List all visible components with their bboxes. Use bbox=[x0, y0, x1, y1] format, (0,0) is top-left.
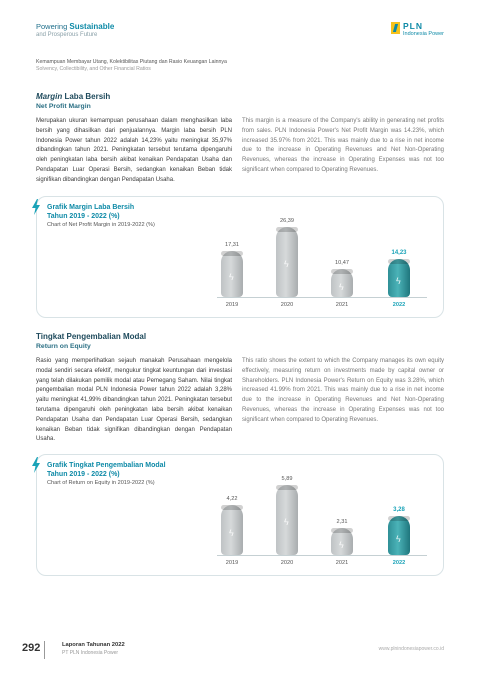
chart2-subtitle: Chart of Return on Equity in 2019-2022 (%) bbox=[47, 480, 155, 486]
page-footer bbox=[22, 641, 444, 659]
bolt-icon: ϟ bbox=[396, 534, 401, 544]
chart-bar bbox=[221, 251, 243, 297]
x-tick-label: 2022 bbox=[392, 560, 406, 566]
bolt-icon bbox=[31, 199, 41, 215]
x-tick-label: 2020 bbox=[280, 302, 294, 308]
data-label: 14,23 bbox=[391, 250, 407, 256]
chart-bar bbox=[276, 485, 298, 555]
bolt-icon: ϟ bbox=[229, 272, 234, 282]
chart1-title bbox=[47, 203, 134, 221]
bar-cap bbox=[388, 516, 410, 521]
chart-baseline bbox=[217, 297, 427, 298]
chart-bar bbox=[221, 505, 243, 555]
footer-divider bbox=[44, 641, 45, 659]
x-tick-label: 2022 bbox=[392, 302, 406, 308]
chart1-title-line1: Grafik Margin Laba Bersih bbox=[47, 204, 135, 211]
brand-line2: and Prosperous Future bbox=[36, 32, 98, 38]
chart-bar bbox=[388, 516, 410, 555]
data-label: 4,22 bbox=[226, 496, 238, 502]
page-header bbox=[36, 22, 444, 46]
brand-bold: Sustainable bbox=[69, 22, 115, 31]
bar-cap bbox=[276, 485, 298, 490]
bar-cap bbox=[221, 251, 243, 256]
section1-subtitle: Net Profit Margin bbox=[36, 103, 91, 110]
page-number: 292 bbox=[22, 642, 41, 654]
chart2-title bbox=[47, 461, 166, 479]
footer-title: Laporan Tahunan 2022 bbox=[62, 642, 125, 648]
data-label: 17,31 bbox=[225, 242, 239, 248]
section2-paragraph-en: This ratio shows the extent to which the Company manages its own equity effectively, measuring return on investments made by capital owner or Shareholders. PLN Indonesia Power's Return on Equity was 3.28%, which increased 41.99% from 2021. This was mainly due to a rise in net income due to the increase in Operating Revenues and Net Non-Operating Revenues, whereas the increase in Operating Expenses was not too significant when compared to Operating Revenues. bbox=[242, 358, 444, 423]
data-label: 26,39 bbox=[280, 218, 294, 224]
section1-title-italic: Margin bbox=[36, 92, 63, 101]
breadcrumb-en: Solvency, Collectibility, and Other Financial Ratios bbox=[36, 66, 151, 72]
brand-prefix: Powering bbox=[36, 22, 68, 31]
data-label: 10,47 bbox=[335, 260, 349, 266]
section2-paragraph-id: Rasio yang memperlihatkan sejauh manakah Perusahaan mengelola modal sendiri secara efektif, mengukur tingkat keuntungan dari investasi yang telah dilakukan pemilik modal atau Pemegang Saham. Nilai tingkat pengembalian modal PLN Indonesia Power tahun 2022 adalah 3,28% yaitu meningkat 41,99% dibandingkan tahun 2021. Peningkatan tersebut terutama dipengaruhi oleh peningkatan laba bersih akibat kenaikan Pendapatan Usaha dan Pendapatan Luar Operasi Bersih, sedangkan kenaikan Beban tidak signifikan dibandingkan dengan Pendapatan Usaha. bbox=[36, 358, 232, 443]
footer-subtitle: PT PLN Indonesia Power bbox=[62, 650, 119, 656]
section2-subtitle: Return on Equity bbox=[36, 343, 91, 350]
chart-bar bbox=[388, 259, 410, 297]
x-tick-label: 2019 bbox=[225, 302, 239, 308]
chart-baseline bbox=[217, 555, 427, 556]
x-tick-label: 2021 bbox=[335, 560, 349, 566]
bolt-icon: ϟ bbox=[229, 528, 234, 538]
lightning-logo-icon bbox=[391, 22, 400, 34]
bar-cap bbox=[276, 227, 298, 232]
chart1-title-line2: Tahun 2019 - 2022 (%) bbox=[47, 213, 120, 220]
bolt-icon: ϟ bbox=[284, 259, 289, 269]
bar-cap bbox=[221, 505, 243, 510]
logo-sub: Indonesia Power bbox=[403, 31, 444, 37]
pln-logo bbox=[391, 22, 444, 37]
x-tick-label: 2021 bbox=[335, 302, 349, 308]
data-label: 2,31 bbox=[336, 519, 348, 525]
chart-net-profit-margin bbox=[36, 196, 444, 318]
x-tick-label: 2020 bbox=[280, 560, 294, 566]
bolt-icon: ϟ bbox=[339, 282, 344, 292]
data-label: 5,89 bbox=[281, 476, 293, 482]
chart-bar bbox=[331, 528, 353, 555]
bolt-icon: ϟ bbox=[396, 276, 401, 286]
chart2-title-line2: Tahun 2019 - 2022 (%) bbox=[47, 471, 120, 478]
bar-cap bbox=[331, 528, 353, 533]
logo-name: PLN bbox=[403, 21, 424, 31]
chart1-subtitle: Chart of Net Profit Margin in 2019-2022 (%) bbox=[47, 222, 155, 228]
section1-title-rest: Laba Bersih bbox=[64, 92, 111, 101]
breadcrumb-id: Kemampuan Membayar Utang, Kolektibilitas Piutang dan Rasio Keuangan Lainnya bbox=[36, 59, 227, 65]
bar-cap bbox=[331, 269, 353, 274]
chart-bar bbox=[276, 227, 298, 297]
chart-return-on-equity bbox=[36, 454, 444, 576]
brand-tagline bbox=[36, 22, 444, 31]
bolt-icon: ϟ bbox=[284, 517, 289, 527]
bolt-icon: ϟ bbox=[339, 540, 344, 550]
section2-title: Tingkat Pengembalian Modal bbox=[36, 332, 147, 341]
section1-title bbox=[36, 92, 110, 102]
bolt-icon bbox=[31, 457, 41, 473]
x-tick-label: 2019 bbox=[225, 560, 239, 566]
breadcrumb bbox=[36, 59, 227, 73]
section1-paragraph-en: This margin is a measure of the Company's ability in generating net profits from sales. PLN Indonesia Power's Net Profit Margin was 14.23%, which increased 35.97% from 2021. This was mainly due to a rise in net income due to the increase in Operating Revenues and Net Non-Operating Revenues, whereas the increase in Operating Expenses was not too significant when compared to Operating Revenues. bbox=[242, 118, 444, 173]
bar-cap bbox=[388, 259, 410, 264]
data-label: 3,28 bbox=[393, 507, 405, 513]
chart2-title-line1: Grafik Tingkat Pengembalian Modal bbox=[47, 462, 166, 469]
section1-paragraph-id: Merupakan ukuran kemampuan perusahaan dalam menghasilkan laba bersih yang dihasilkan dari penjualannya. Margin laba bersih PLN Indonesia Power tahun 2022 adalah 14,23% yaitu meningkat 35,97% dibandingkan tahun 2021. Peningkatan tersebut terutama dipengaruhi oleh peningkatan laba bersih akibat kenaikan Pendapatan Usaha dan Pendapatan Luar Operasi Bersih, sedangkan kenaikan Beban tidak signifikan dibandingkan dengan Pendapatan Usaha. bbox=[36, 118, 232, 183]
footer-url[interactable]: www.plnindonesiapower.co.id bbox=[378, 646, 444, 652]
chart-bar bbox=[331, 269, 353, 297]
